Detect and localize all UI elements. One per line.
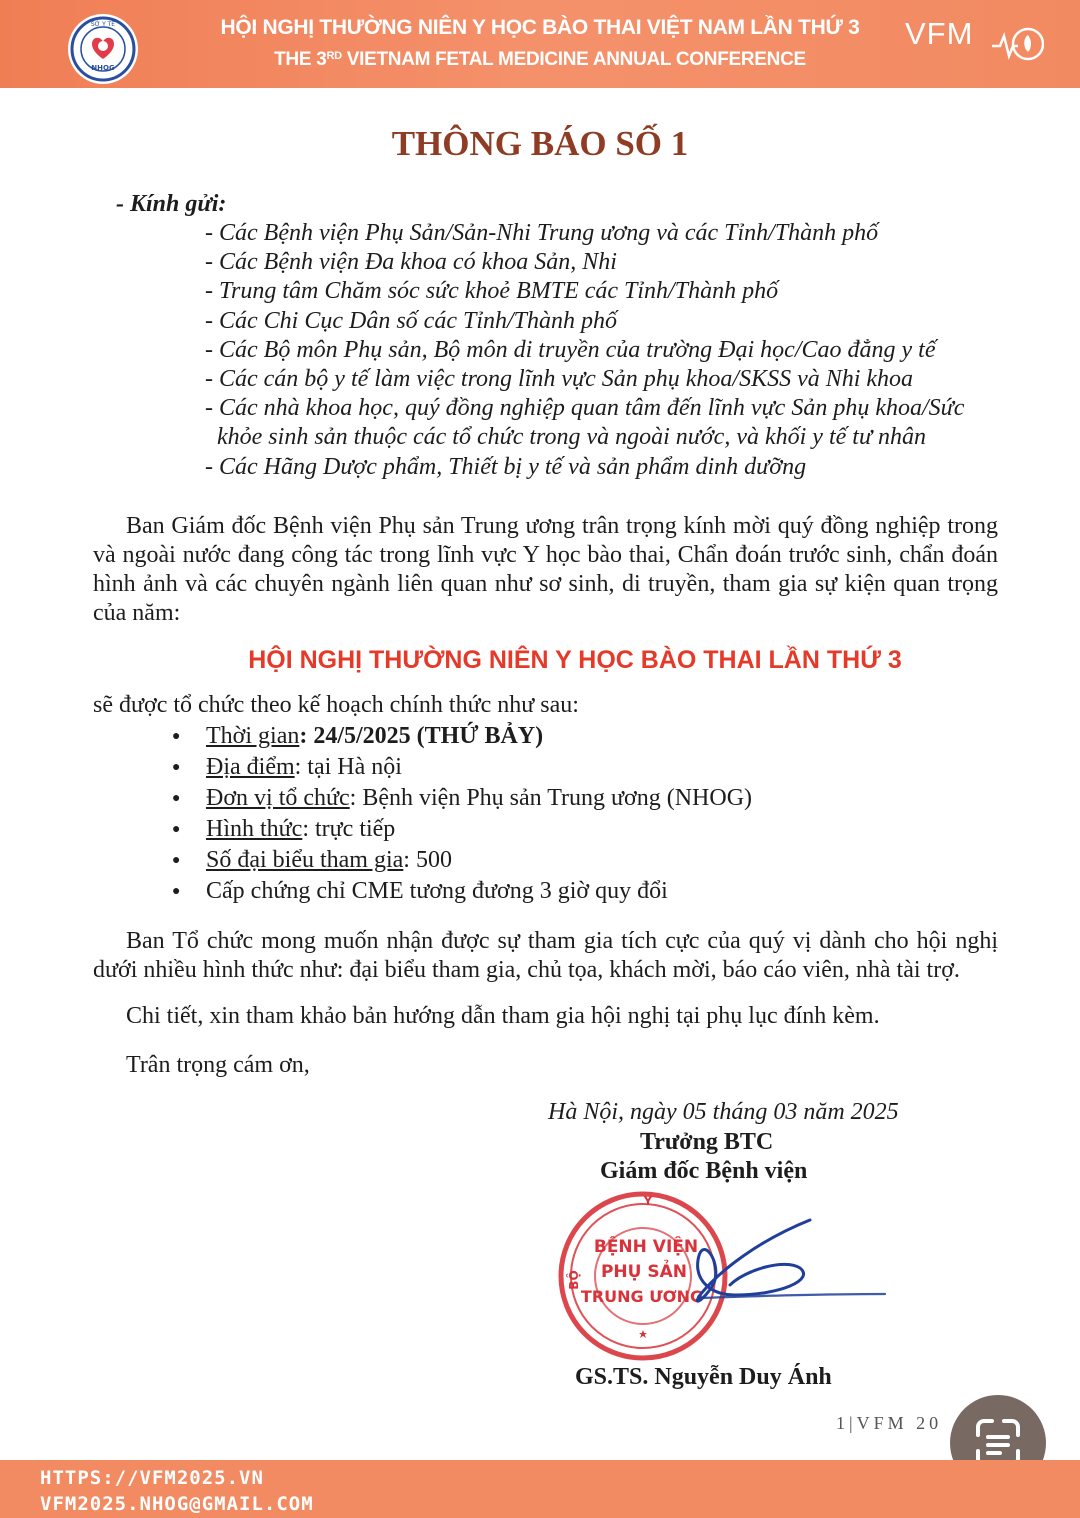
- logo-text: NHOG: [91, 64, 115, 72]
- detail-time: [172, 721, 752, 752]
- header-title-en-prefix: THE 3: [274, 49, 327, 70]
- plan-lead: sẽ được tổ chức theo kế hoạch chính thức như sau:: [93, 692, 579, 718]
- seal-star-icon: [639, 1330, 647, 1338]
- seal-line-2: PHỤ SẢN: [600, 1262, 688, 1282]
- detail-label: Thời gian: [206, 723, 300, 749]
- detail-cme: [172, 876, 752, 907]
- vfm-heartbeat-icon: [992, 18, 1044, 70]
- list-item: - Các Bệnh viện Phụ Sản/Sản-Nhi Trung ương và các Tỉnh/Thành phố: [205, 220, 879, 246]
- intro-paragraph: Ban Giám đốc Bệnh viện Phụ sản Trung ương trân trọng kính mời quý đồng nghiệp trong và ngoài nước đang công tác trong lĩnh vực Y học bào thai, Chẩn đoán trước sinh, chẩn đoán hình ảnh và các chuyên ngành liên quan như sơ sinh, di truyền, tham gia sự kiện quan trọng của năm:: [93, 513, 998, 626]
- handwritten-signature: [640, 1200, 890, 1320]
- seal-left: BỘ: [567, 1270, 581, 1290]
- detail-value: Cấp chứng chỉ CME tương đương 3 giờ quy đổi: [206, 878, 668, 904]
- list-item: - Các Chi Cục Dân số các Tỉnh/Thành phố: [205, 307, 617, 334]
- list-item: - Các Bộ môn Phụ sản, Bộ môn di truyền của trường Đại học/Cao đẳng y tế: [205, 336, 936, 363]
- thanks-line: Trân trọng cám ơn,: [126, 1052, 310, 1078]
- list-item: - Trung tâm Chăm sóc sức khoẻ BMTE các Tỉnh/Thành phố: [205, 278, 779, 305]
- detail-label: Địa điểm: [206, 754, 295, 780]
- list-item: - Các Bệnh viện Đa khoa có khoa Sản, Nhi: [205, 249, 617, 276]
- footer-email-link[interactable]: VFM2025.NHOG@GMAIL.COM: [40, 1493, 314, 1515]
- header-title-vn: HỘI NGHỊ THƯỜNG NIÊN Y HỌC BÀO THAI VIỆT NAM LẦN THỨ 3: [220, 16, 860, 39]
- detail-label: Đơn vị tổ chức: [206, 785, 350, 811]
- place-date: Hà Nội, ngày 05 tháng 03 năm 2025: [548, 1099, 899, 1125]
- logo-ring-text: SỞ Y TẾ: [90, 21, 116, 28]
- details-note: Chi tiết, xin tham khảo bản hướng dẫn tham gia hội nghị tại phụ lục đính kèm.: [126, 1003, 880, 1029]
- list-item: - Các Hãng Dược phẩm, Thiết bị y tế và sản phẩm dinh dưỡng: [205, 453, 807, 480]
- detail-format: [172, 814, 752, 845]
- detail-label: Số đại biểu tham gia: [206, 847, 404, 873]
- detail-value: : 24/5/2025 (THỨ BẢY): [299, 723, 544, 749]
- conference-name: HỘI NGHỊ THƯỜNG NIÊN Y HỌC BÀO THAI LẦN THỨ 3: [248, 646, 902, 674]
- header-title-en: [0, 49, 1080, 71]
- signer-role-1: Trưởng BTC: [640, 1129, 774, 1155]
- header-title-en-sup: RD: [326, 50, 342, 62]
- list-item: - Các cán bộ y tế làm việc trong lĩnh vực Sản phụ khoa/SKSS và Nhi khoa: [205, 366, 914, 393]
- detail-attendees: [172, 845, 752, 876]
- invite-paragraph: Ban Tổ chức mong muốn nhận được sự tham gia tích cực của quý vị dành cho hội nghị dưới nhiều hình thức như: đại biểu tham gia, chủ tọa, khách mời, báo cáo viên, nhà tài trợ.: [93, 928, 998, 983]
- signer-role-2: Giám đốc Bệnh viện: [600, 1158, 808, 1184]
- detail-value: : Bệnh viện Phụ sản Trung ương (NHOG): [349, 785, 753, 811]
- signer-name: GS.TS. Nguyễn Duy Ánh: [575, 1364, 832, 1390]
- detail-value: : 500: [403, 847, 452, 873]
- header-title-en-suffix: VIETNAM FETAL MEDICINE ANNUAL CONFERENCE: [341, 49, 806, 70]
- list-item: khỏe sinh sản thuộc các tổ chức trong và ngoài nước, và khối y tế tư nhân: [205, 424, 927, 451]
- detail-location: [172, 752, 752, 783]
- list-item: - Các nhà khoa học, quý đồng nghiệp quan tâm đến lĩnh vực Sản phụ khoa/Sức: [205, 395, 965, 422]
- vfm-brand: VFM: [905, 16, 974, 51]
- recipients-label: - Kính gửi:: [116, 191, 227, 217]
- detail-organizer: [172, 783, 752, 814]
- detail-value: : trực tiếp: [302, 816, 396, 842]
- footer-website-link[interactable]: HTTPS://VFM2025.VN: [40, 1467, 264, 1489]
- page-number: 1|VFM 20: [836, 1413, 943, 1433]
- detail-value: : tại Hà nội: [294, 754, 402, 780]
- recipients-list: [205, 219, 964, 482]
- document-title: THÔNG BÁO SỐ 1: [391, 124, 689, 163]
- details-list: [172, 721, 752, 907]
- seal-top: Y: [643, 1194, 653, 1208]
- seal-line-3: TRUNG ƯƠNG: [580, 1287, 704, 1306]
- seal-line-1: BỆNH VIỆN: [593, 1237, 699, 1257]
- detail-label: Hình thức: [206, 816, 303, 842]
